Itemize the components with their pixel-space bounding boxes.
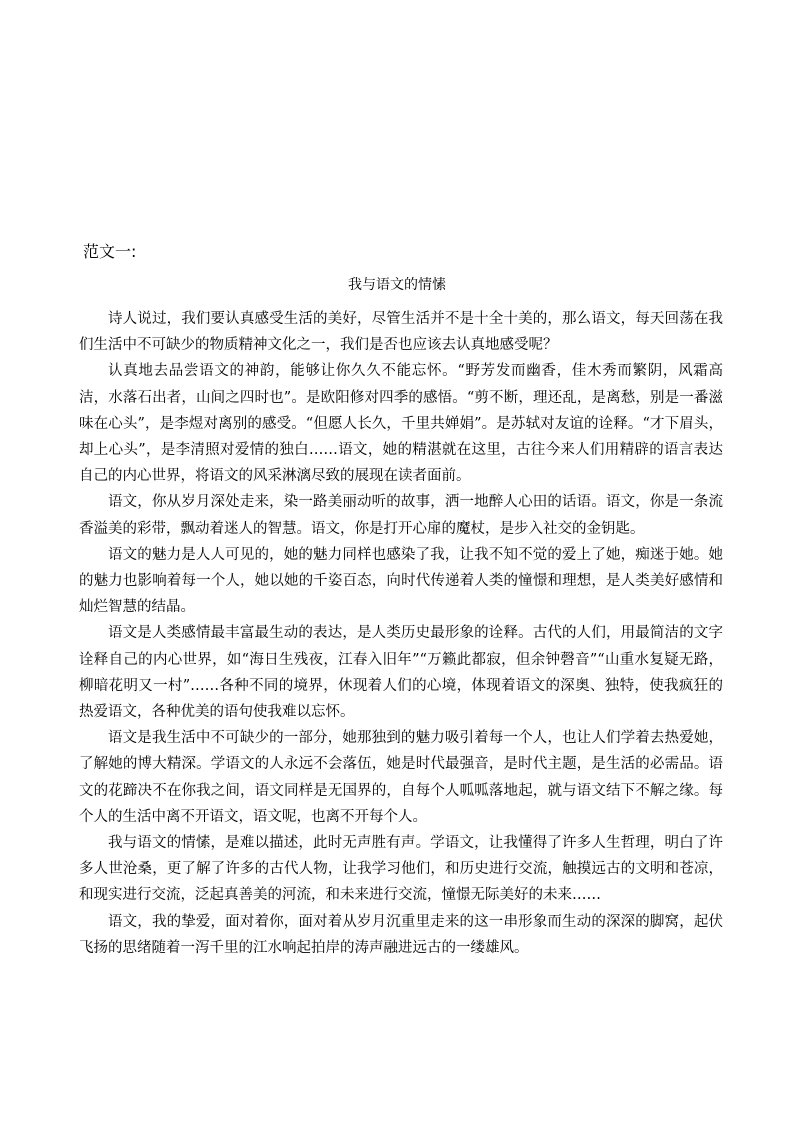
essay-title: 我与语文的情愫: [348, 277, 446, 293]
paragraph: 语文是我生活中不可缺少的一部分，她那独到的魅力吸引着每一个人，也让人们学着去热爱她，了解她的博大精深。学语文的人永远不会落伍，她是时代最强音，是时代主题，是生活的必需品。语文的花蹄决不在你我之间，语文同样是无国界的，自每个人呱呱落地起，就与语文结下不解之缘。每个人的生活中离不开语文，语文呢，也离不开每个人。: [79, 730, 723, 825]
essay-body: [79, 306, 723, 961]
paragraph: 语文是人类感情最丰富最生动的表达，是人类历史最形象的诠释。古代的人们，用最简洁的文字诠释自己的内心世界，如“海日生残夜，江春入旧年”“万籁此都寂，但余钟磬音”“山重水复疑无路，柳暗花明又一村”……各种不同的境界，休现着人们的心境，体现着语文的深奥、独特，使我疯狂的热爱语文，各种优美的语句使我难以忘怀。: [79, 625, 723, 721]
paragraph: 诗人说过，我们要认真感受生活的美好，尽管生活并不是十全十美的，那么语文，每天回荡在我们生活中不可缺少的物质精神文化之一，我们是否也应该去认真地感受呢？: [79, 311, 723, 354]
paragraph: 语文，我的挚爱，面对着你，面对着从岁月沉重里走来的这一串形象而生动的深深的脚窝，起伏飞扬的思绪随着一泻千里的江水响起拍岸的涛声融进远古的一缕雄风。: [79, 913, 723, 956]
paragraph: 认真地去品尝语文的神韵，能够让你久久不能忘怀。“野芳发而幽香，佳木秀而繁阴，风霜高洁，水落石出者，山间之四时也”。是欧阳修对四季的感悟。“剪不断，理还乱，是离愁，别是一番滋味在心头”，是李煜对离别的感受。“但愿人长久，千里共婵娟”。是苏轼对友谊的诠释。“才下眉头，却上心头”，是李清照对爱情的独白……语文，她的精湛就在这里，古往今来人们用精辟的语言表达自己的内心世界，将语文的风采淋漓尽致的展现在读者面前。: [79, 363, 723, 485]
paragraph: 我与语文的情愫，是难以描述，此时无声胜有声。学语文，让我懂得了许多人生哲理，明白了许多人世沧桑，更了解了许多的古代人物，让我学习他们，和历史进行交流，触摸远古的文明和苍凉，和现实进行交流，泛起真善美的河流，和未来进行交流，憧憬无际美好的未来……: [79, 835, 723, 904]
paragraph: 语文的魅力是人人可见的，她的魅力同样也感染了我，让我不知不觉的爱上了她，痴迷于她。她的魅力也影响着每一个人，她以她的千姿百态，向时代传递着人类的憧憬和理想，是人类美好感情和灿烂智慧的结晶。: [79, 546, 723, 616]
section-heading: 范文一:: [83, 242, 137, 261]
paragraph: 语文，你从岁月深处走来，染一路美丽动听的故事，洒一地醉人心田的话语。语文，你是一条流香溢美的彩带，飘动着迷人的智慧。语文，你是打开心扉的魔杖，是步入社交的金钥匙。: [79, 494, 723, 537]
